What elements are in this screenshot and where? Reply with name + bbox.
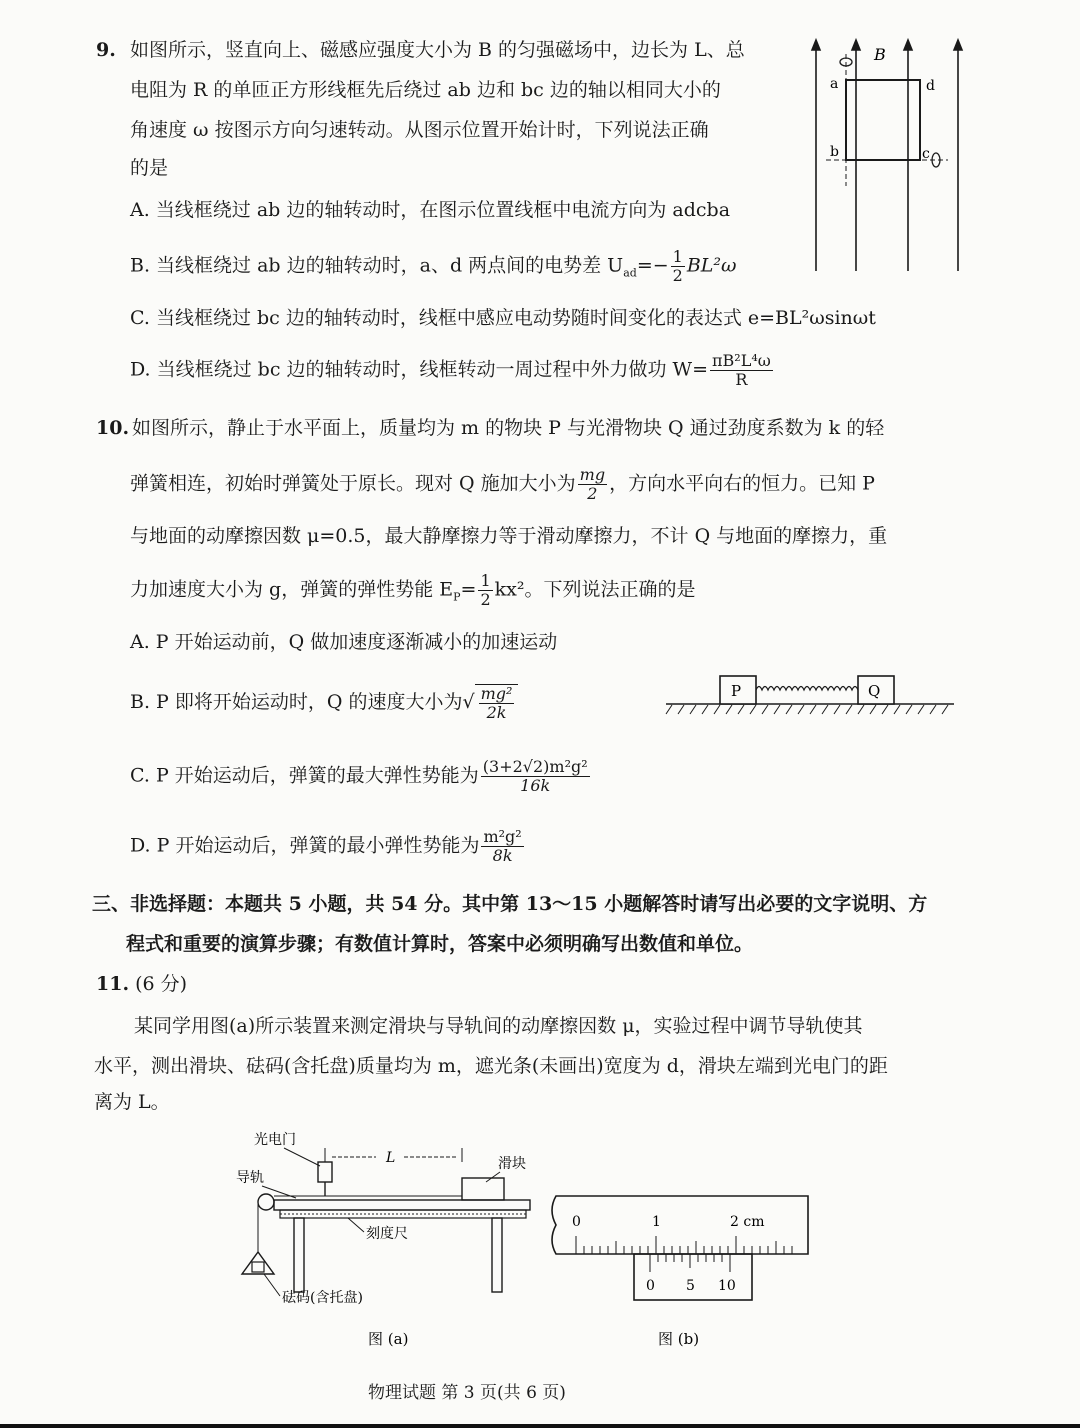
figa-ruler-label: 刻度尺 (366, 1226, 408, 1242)
q11-figure-b-vernier (546, 1190, 816, 1360)
figa-slider-block (462, 1178, 504, 1200)
figb-caption: 图 (b) (658, 1330, 700, 1348)
figa-distance-label: L (386, 1150, 396, 1166)
page-footer: 物理试题 第 3 页(共 6 页) (368, 1383, 566, 1403)
q10-stem-line1: 如图所示，静止于水平面上，质量均为 m 的物块 P 与光滑物块 Q 通过劲度系数为 k 的轻 (132, 417, 885, 439)
q10-spring (756, 687, 858, 691)
q10-option-d: D. P 开始运动后，弹簧的最小弹性势能为 $\frac{\text{m²g²}}{8k}$ (130, 827, 522, 865)
section3-heading-line1: 三、非选择题：本题共 5 小题，共 54 分。其中第 13～15 小题解答时请写出必要的文字说明、方 (92, 893, 928, 915)
figb-vernier-10: 10 (718, 1278, 736, 1294)
figa-rail-label: 导轨 (236, 1170, 264, 1186)
q9-option-d: D. 当线框绕过 bc 边的轴转动时，线框转动一周过程中外力做功 W= $\frac{\text{πB²L⁴ω}}{R}$ (130, 351, 771, 389)
q11-stem-line2: 水平，测出滑块、砝码(含托盘)质量均为 m，遮光条(未画出)宽度为 d，滑块左端到光电门的距 (94, 1055, 888, 1077)
q9-fig-label-c: c (922, 146, 930, 162)
figa-slider-label: 滑块 (498, 1156, 526, 1172)
q9-fig-label-a: a (830, 76, 839, 92)
q11-stem-line3: 离为 L。 (94, 1091, 170, 1113)
q9-magnetic-field-figure (808, 36, 978, 276)
q9-number: 9. (96, 39, 116, 61)
q9-stem-line4: 的是 (130, 157, 169, 179)
q9-option-b: B. 当线框绕过 ab 边的轴转动时，a、d 两点间的电势差 $U_{ad}=-$ $\frac{1}{2}$ BL²ω (130, 247, 737, 285)
q10-number: 10. (96, 417, 130, 439)
q9-stem-line2: 电阻为 R 的单匝正方形线框先后绕过 ab 边和 bc 边的轴以相同大小的 (130, 79, 721, 101)
page-bottom-border (0, 1424, 1080, 1428)
q9-fig-label-d: d (926, 78, 935, 94)
q10-stem-line3: 与地面的动摩擦因数 μ=0.5，最大静摩擦力等于滑动摩擦力，不计 Q 与地面的摩擦力，重 (130, 525, 888, 547)
figb-main-2cm: 2 cm (730, 1214, 765, 1230)
q9-option-c: C. 当线框绕过 bc 边的轴转动时，线框中感应电动势随时间变化的表达式 e=BL²ωsinωt (130, 307, 876, 329)
q10-option-a: A. P 开始运动前，Q 做加速度逐渐减小的加速运动 (130, 631, 558, 653)
q10-block-q-label: Q (868, 682, 881, 700)
figa-rail (274, 1200, 530, 1210)
q9-fig-label-b: b (830, 144, 839, 160)
q10-stem-line4: 力加速度大小为 g，弹簧的弹性势能 $E_P=$ $\frac{1}{2}$ kx²。下列说法正确的是 (130, 571, 696, 609)
figb-main-0: 0 (572, 1214, 581, 1230)
q10-option-b: B. P 即将开始运动时，Q 的速度大小为√ $\frac{\text{mg²}}{2k}$ (130, 684, 518, 722)
q11-number: 11. (6 分) (96, 973, 188, 995)
q10-spring-blocks-figure (664, 668, 956, 718)
figb-vernier-0: 0 (646, 1278, 655, 1294)
q11-stem-line1: 某同学用图(a)所示装置来测定滑块与导轨间的动摩擦因数 μ，实验过程中调节导轨使其 (134, 1015, 863, 1037)
q10-stem-line2: 弹簧相连，初始时弹簧处于原长。现对 Q 施加大小为 $\frac{mg}{2}$ ，方向水平向右的恒力。已知 P (130, 465, 875, 503)
figa-pulley (258, 1194, 274, 1210)
q10-option-c: C. P 开始运动后，弹簧的最大弹性势能为 $\frac{\text{(3+2√2)m²g²}}{16k}$ (130, 757, 588, 795)
q9-fig-label-B: B (874, 45, 886, 64)
q9-stem-line3: 角速度 ω 按图示方向匀速转动。从图示位置开始计时，下列说法正确 (130, 119, 709, 141)
q9-option-a: A. 当线框绕过 ab 边的轴转动时，在图示位置线框中电流方向为 adcba (130, 199, 731, 221)
q10-block-p-label: P (731, 682, 742, 700)
figa-caption: 图 (a) (368, 1330, 409, 1348)
figa-photogate-label: 光电门 (254, 1132, 296, 1148)
figb-main-1: 1 (652, 1214, 661, 1230)
figa-photogate (318, 1162, 332, 1182)
q11-figure-a (236, 1124, 536, 1364)
section3-heading-line2: 程式和重要的演算步骤；有数值计算时，答案中必须明确写出数值和单位。 (126, 933, 754, 955)
figb-vernier-5: 5 (686, 1278, 695, 1294)
q9-stem-line1: 如图所示，竖直向上、磁感应强度大小为 B 的匀强磁场中，边长为 L、总 (130, 39, 745, 61)
figa-weight-hanger (242, 1252, 274, 1274)
figa-weight-label: 砝码(含托盘) (282, 1290, 363, 1306)
